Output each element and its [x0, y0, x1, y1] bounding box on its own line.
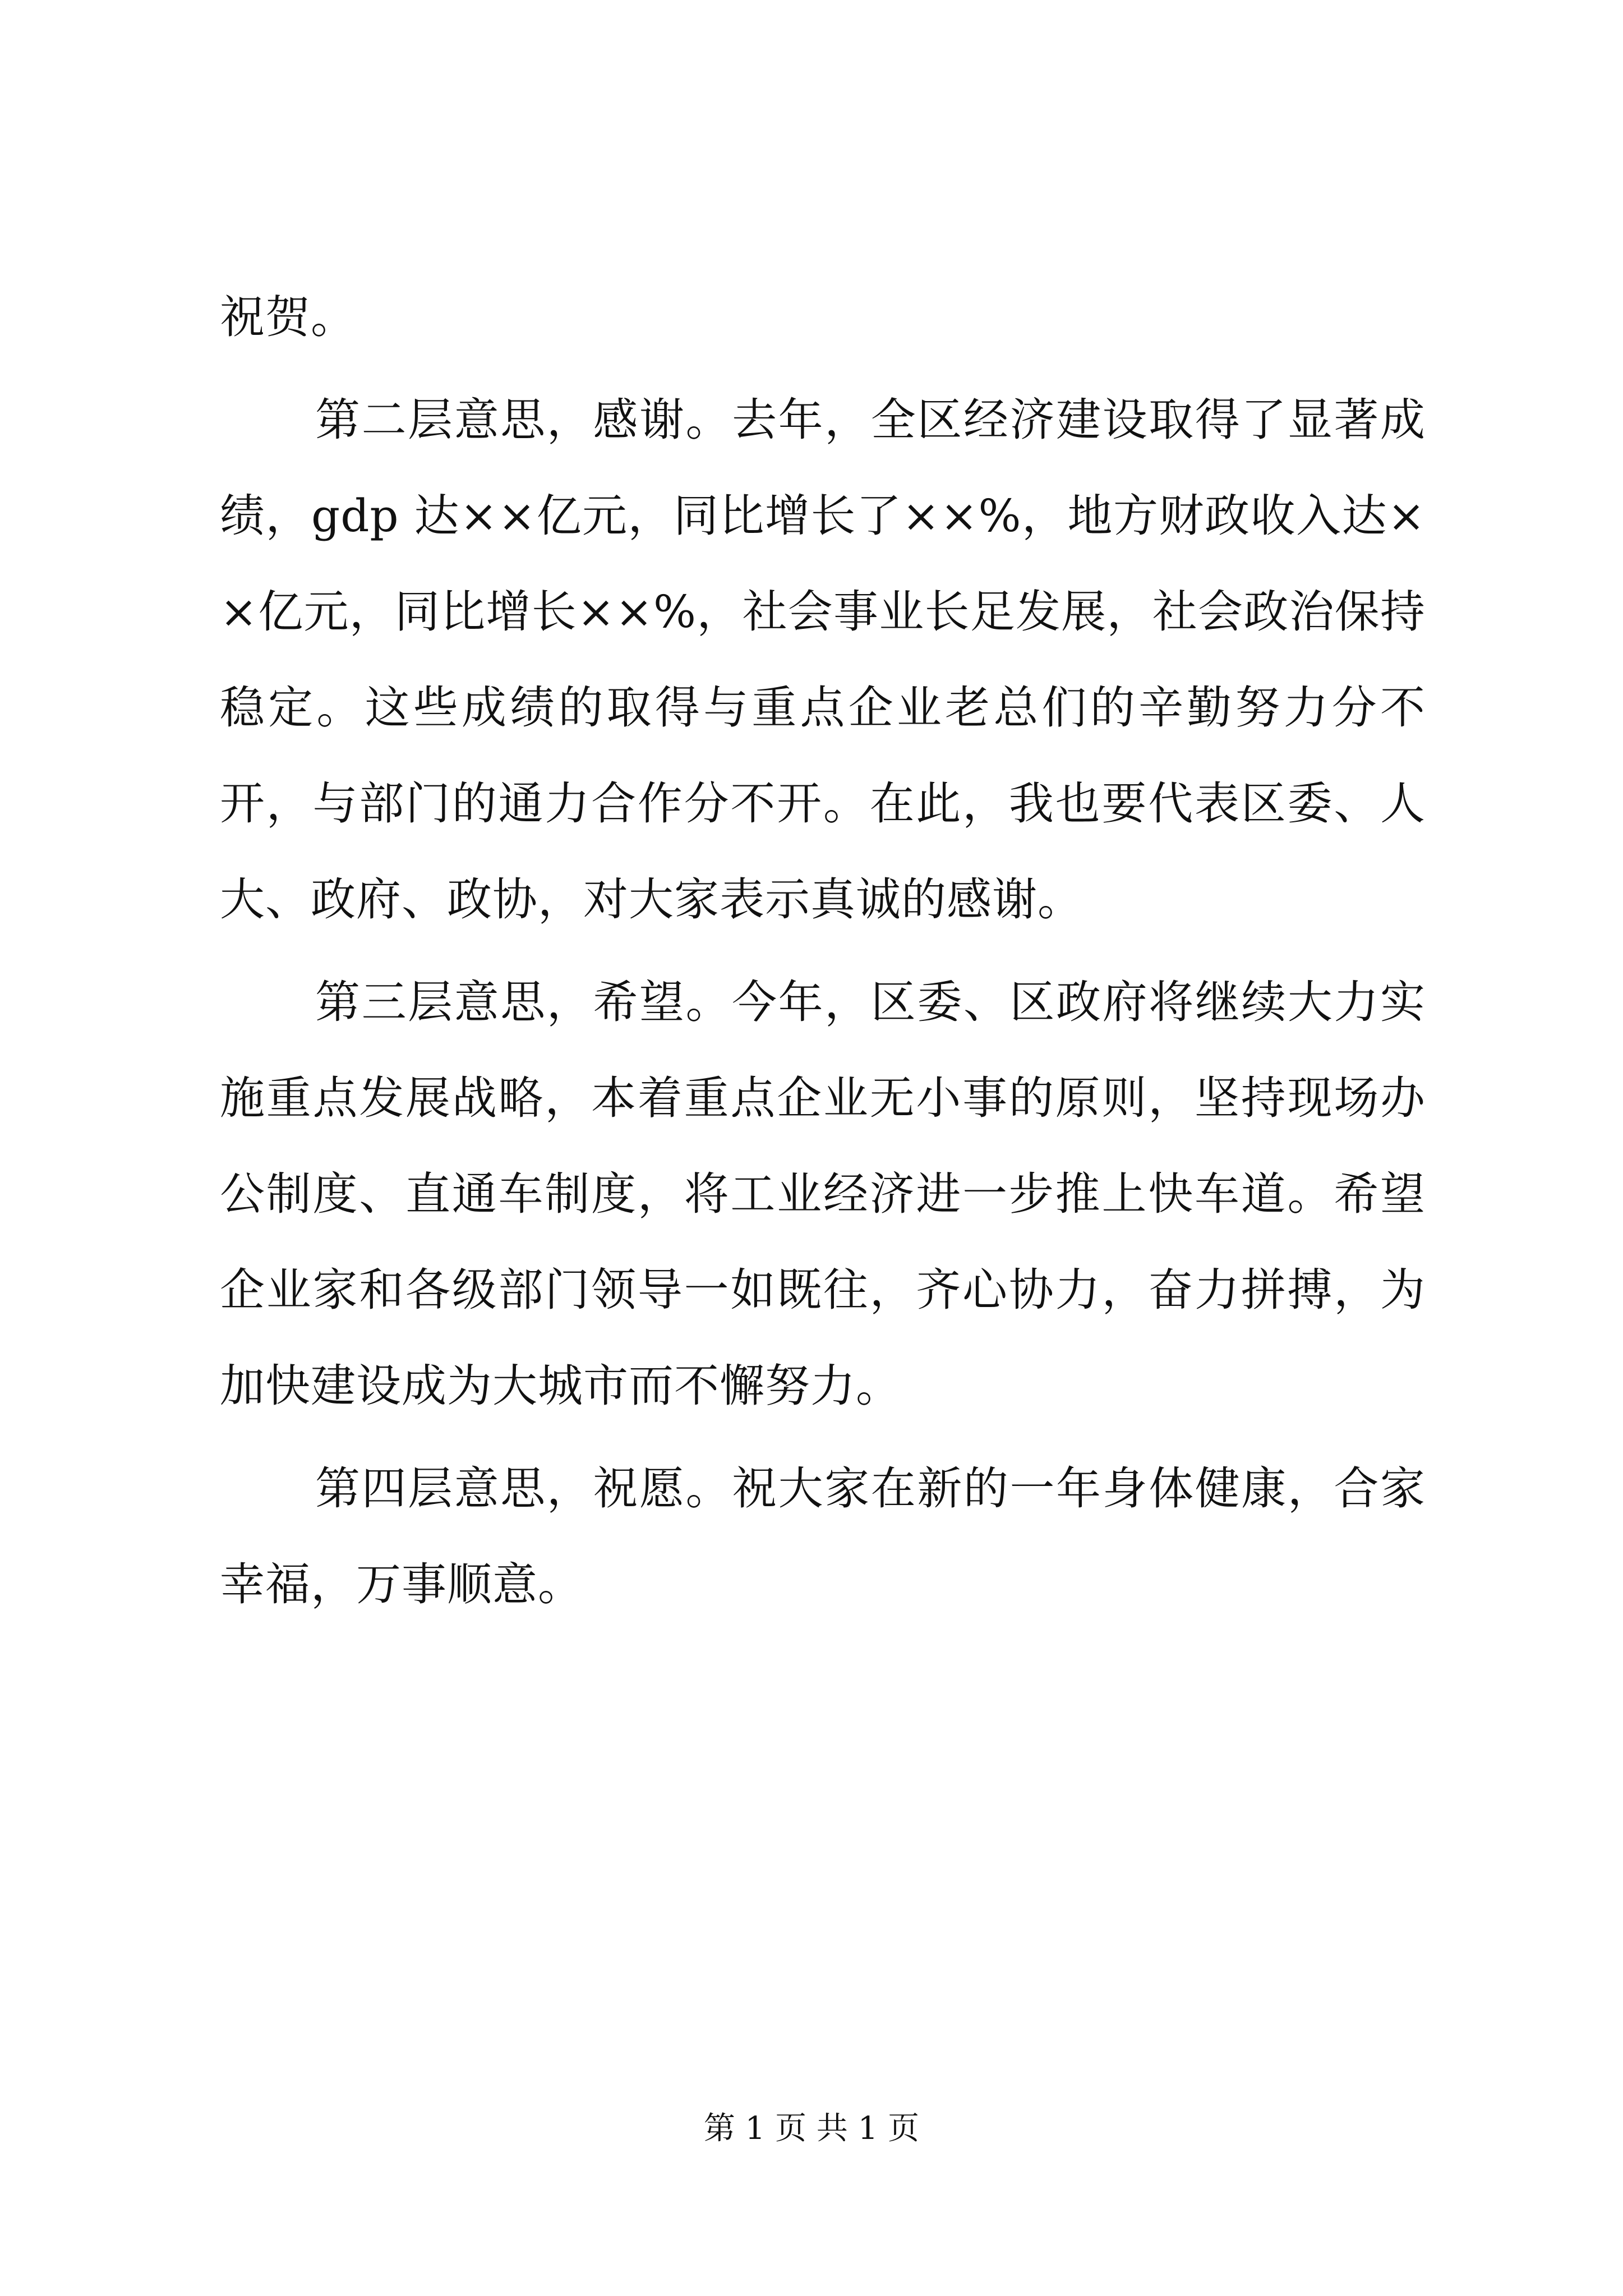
paragraph-3: 第三层意思，希望。今年，区委、区政府将继续大力实施重点发展战略，本着重点企业无小事的原则，坚持现场办公制度、直通车制度，将工业经济进一步推上快车道。希望企业家和各级部门领导一如既往，齐心协力，奋力拼搏，为加快建设成为大城市而不懈努力。: [220, 976, 1426, 1412]
paragraph-4: 第四层意思，祝愿。祝大家在新的一年身体健康，合家幸福，万事顺意。: [220, 1462, 1426, 1611]
paragraph-1: 祝贺。: [220, 291, 356, 343]
page-footer: 第 1 页 共 1 页: [703, 2110, 920, 2147]
document-body: [220, 269, 1426, 1639]
paragraph-2: 第二层意思，感谢。去年，全区经济建设取得了显著成绩，gdp 达××亿元，同比增长了××%，地方财政收入达××亿元，同比增长××%，社会事业长足发展，社会政治保持稳定。这些成绩的取得与重点企业老总们的辛勤努力分不开，与部门的通力合作分不开。在此，我也要代表区委、人大、政府、政协，对大家表示真诚的感谢。: [220, 394, 1426, 926]
